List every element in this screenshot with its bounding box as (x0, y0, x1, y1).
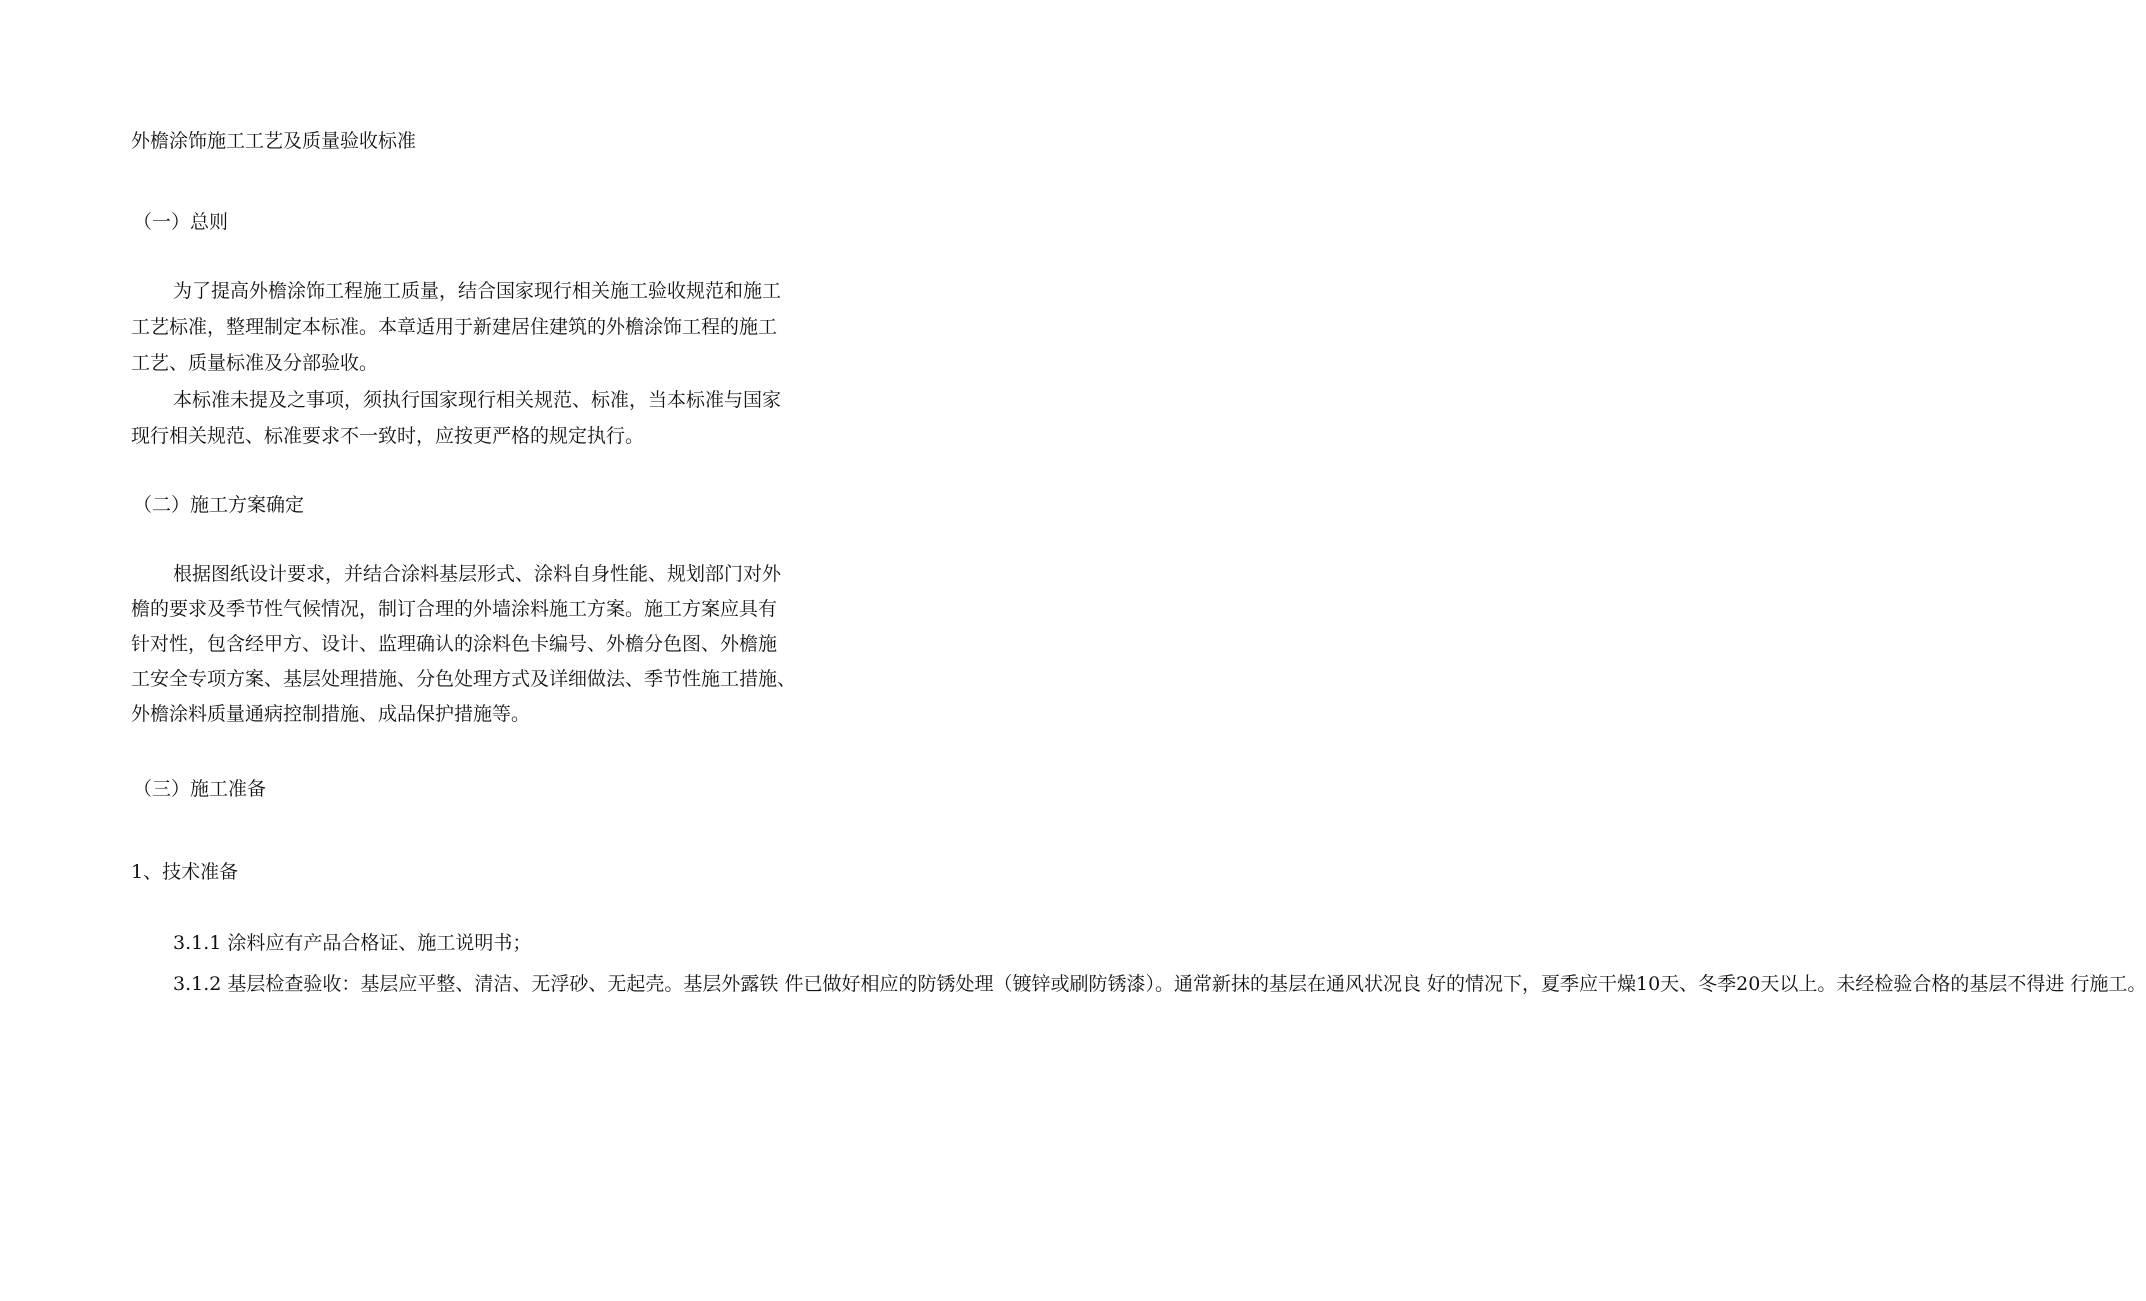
paragraph-line: 外檐涂料质量通病控制措施、成品保护措施等。 (131, 703, 531, 725)
document-title: 外檐涂饰施工工艺及质量验收标准 (131, 130, 417, 152)
paragraph-line: 为了提高外檐涂饰工程施工质量，结合国家现行相关施工验收规范和施工 (173, 280, 782, 302)
paragraph-line: 好的情况下，夏季应干燥10天、冬季20天以上。未经检验合格的基层不得进 (1427, 973, 2065, 995)
paragraph-line: 工艺标准，整理制定本标准。本章适用于新建居住建筑的外檐涂饰工程的施工 (131, 316, 778, 338)
paragraph-line: 3.1.1 涂料应有产品合格证、施工说明书； (173, 932, 532, 954)
paragraph-general-scope (131, 387, 811, 459)
paragraph-line: 现行相关规范、标准要求不一致时，应按更严格的规定执行。 (131, 425, 645, 447)
paragraph-line: 行施工。 (2070, 973, 2146, 995)
section-heading-general: （一）总则 (133, 211, 229, 233)
clause-3-1-2 (131, 971, 2146, 997)
paragraph-line: 工艺、质量标准及分部验收。 (131, 352, 379, 374)
paragraph-line: 根据图纸设计要求，并结合涂料基层形式、涂料自身性能、规划部门对外 (173, 563, 782, 585)
clause-3-1-1 (131, 930, 811, 956)
paragraph-line: 针对性，包含经甲方、设计、监理确认的涂料色卡编号、外檐分色图、外檐施 (131, 633, 778, 655)
paragraph-line: 工安全专项方案、基层处理措施、分色处理方式及详细做法、季节性施工措施、 (131, 668, 797, 690)
paragraph-line: 3.1.2 基层检查验收：基层应平整、清洁、无浮砂、无起壳。基层外露铁 (173, 973, 779, 995)
paragraph-line: 件已做好相应的防锈处理（镀锌或刷防锈漆）。通常新抹的基层在通风状况良 (784, 973, 1421, 995)
section-heading-preparation: （三）施工准备 (133, 778, 267, 800)
paragraph-general-purpose (131, 278, 811, 386)
paragraph-line: 檐的要求及季节性气候情况，制订合理的外墙涂料施工方案。施工方案应具有 (131, 598, 778, 620)
paragraph-line: 本标准未提及之事项，须执行国家现行相关规范、标准，当本标准与国家 (173, 389, 782, 411)
subsection-heading-technical: 1、技术准备 (131, 861, 239, 883)
paragraph-plan (131, 561, 811, 736)
section-heading-plan: （二）施工方案确定 (133, 494, 305, 516)
